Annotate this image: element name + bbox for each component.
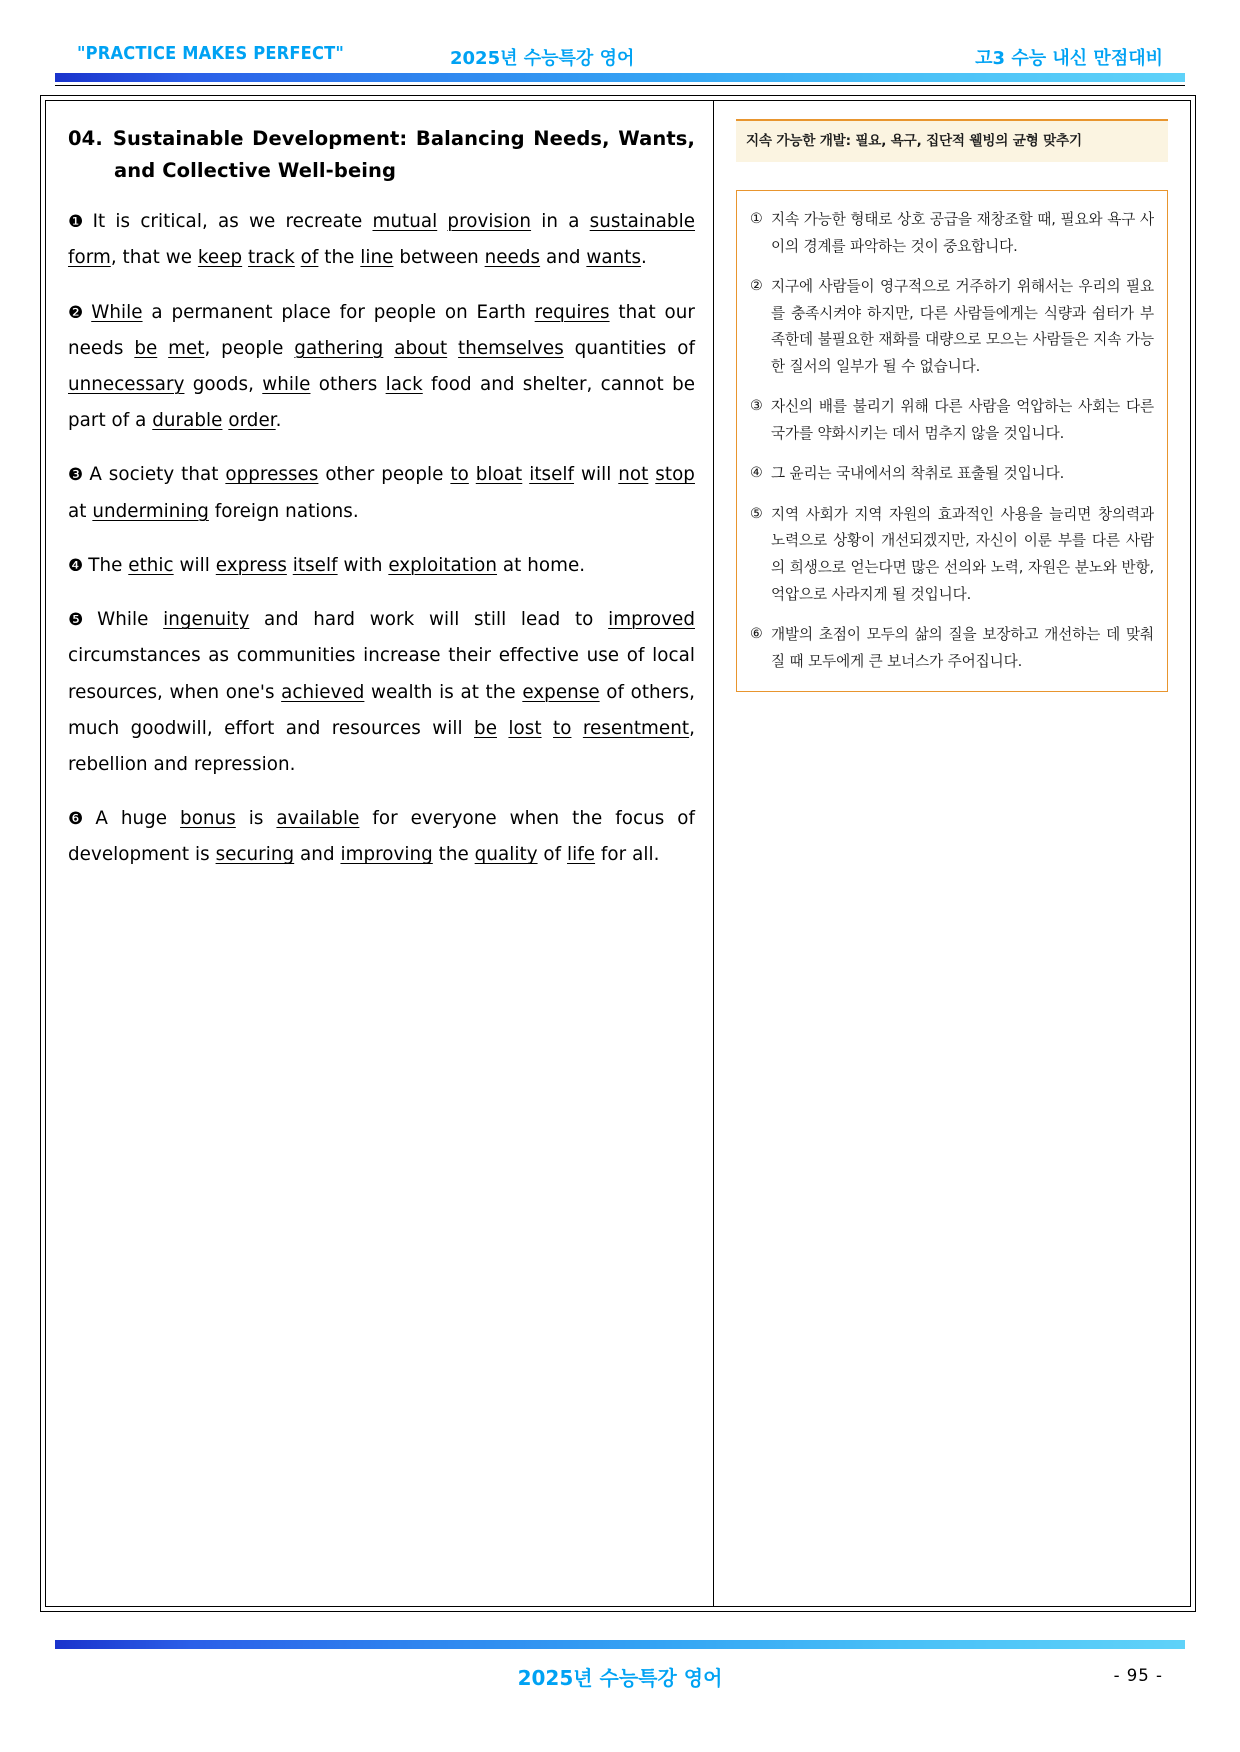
page-number: - 95 -	[1113, 1666, 1163, 1685]
translation-text-5: 지역 사회가 지역 자원의 효과적인 사용을 늘리면 창의력과 노력으로 상황이 개선되겠지만, 자신이 이룬 부를 다른 사람의 희생으로 얻는다면 많은 선의와 노력, 자원은 분노와 반항, 억압으로 사라지게 될 것입니다.	[771, 505, 1154, 603]
translation-item-3	[750, 394, 1154, 447]
paragraph-text-5: While ingenuity and hard work will still lead to improved circumstances as communities increase their effective use of local resources, when one's achieved wealth is at the expense of others, much goodwill, effort and resources will be lost to resentment, rebellion and repression.	[68, 609, 695, 775]
footer-title: 2025년 수능특강 영어	[517, 1666, 723, 1690]
content-frame-outer	[40, 95, 1196, 1612]
paragraph-text-3: A society that oppresses other people to bloat itself will not stop at undermining foreign nations.	[68, 464, 695, 522]
paragraph-marker-5: ❺	[68, 610, 93, 631]
passage-number: 04.	[68, 127, 103, 150]
translation-number-2: ②	[750, 278, 763, 295]
content-frame-inner	[45, 100, 1191, 1607]
translation-item-5	[750, 502, 1154, 608]
paragraph-marker-4: ❹	[68, 555, 84, 576]
translation-number-1: ①	[750, 211, 763, 228]
paragraph-2	[68, 295, 695, 440]
paragraph-5	[68, 602, 695, 783]
paragraph-4	[68, 548, 695, 584]
paragraph-text-1: It is critical, as we recreate mutual provision in a sustainable form, that we keep track of the line between needs and wants.	[68, 211, 696, 269]
paragraph-marker-2: ❷	[68, 302, 87, 323]
translation-box	[736, 190, 1168, 692]
paragraph-marker-6: ❻	[68, 809, 91, 830]
paragraph-marker-1: ❶	[68, 212, 88, 233]
paragraph-1	[68, 204, 695, 276]
paragraph-text-4: The ethic will express itself with exploitation at home.	[88, 554, 586, 576]
translation-item-6	[750, 622, 1154, 675]
translation-column	[714, 101, 1190, 1606]
page-footer	[55, 1640, 1185, 1710]
page-title	[68, 123, 695, 186]
paragraph-text-6: A huge bonus is available for everyone when the focus of development is securing and improving the quality of life for all.	[68, 808, 695, 866]
header-rule-line	[55, 85, 1185, 86]
translation-text-2: 지구에 사람들이 영구적으로 거주하기 위해서는 우리의 필요를 충족시켜야 하지만, 다른 사람들에게는 식량과 쉼터가 부족한데 불필요한 재화를 대량으로 모으는 사람들은 지속 가능한 질서의 일부가 될 수 없습니다.	[771, 278, 1154, 375]
translation-text-6: 개발의 초점이 모두의 삶의 질을 보장하고 개선하는 데 맞춰질 때 모두에게 큰 보너스가 주어집니다.	[771, 626, 1154, 670]
translation-text-3: 자신의 배를 불리기 위해 다른 사람을 억압하는 사회는 다른 국가를 약화시키는 데서 멈추지 않을 것입니다.	[771, 398, 1154, 442]
translation-heading: 지속 가능한 개발: 필요, 욕구, 집단적 웰빙의 균형 맞추기	[736, 119, 1168, 162]
translation-item-1	[750, 207, 1154, 260]
translation-number-4: ④	[750, 465, 763, 482]
header-titles-row	[55, 44, 1185, 74]
translation-item-2	[750, 274, 1154, 380]
header-gradient-bar	[55, 73, 1185, 82]
page-header	[55, 44, 1185, 84]
paragraph-marker-3: ❸	[68, 465, 85, 486]
translation-number-6: ⑥	[750, 626, 763, 643]
footer-gradient-bar	[55, 1640, 1185, 1649]
paragraph-3	[68, 457, 695, 529]
translation-item-4	[750, 461, 1154, 488]
passage-title-text: Sustainable Development: Balancing Needs, Wants, and Collective Well-being	[112, 127, 695, 182]
two-column-layout	[46, 101, 1190, 1606]
translation-text-1: 지속 가능한 형태로 상호 공급을 재창조할 때, 필요와 욕구 사이의 경계를 파악하는 것이 중요합니다.	[771, 211, 1154, 255]
translation-number-3: ③	[750, 398, 763, 415]
paragraph-text-2: While a permanent place for people on Earth requires that our needs be met, people gathering about themselves quantities of unnecessary goods, while others lack food and shelter, cannot be part of a durable order.	[68, 301, 696, 432]
translation-text-4: 그 윤리는 국내에서의 착취로 표출될 것입니다.	[771, 465, 1065, 483]
header-center-title: 2025년 수능특강 영어	[450, 48, 635, 69]
paragraph-6	[68, 801, 695, 873]
header-left-title: "PRACTICE MAKES PERFECT"	[77, 44, 345, 64]
passage-column	[46, 101, 714, 1606]
translation-number-5: ⑤	[750, 505, 763, 522]
passage-body	[68, 204, 695, 874]
header-right-title: 고3 수능 내신 만점대비	[975, 48, 1163, 69]
